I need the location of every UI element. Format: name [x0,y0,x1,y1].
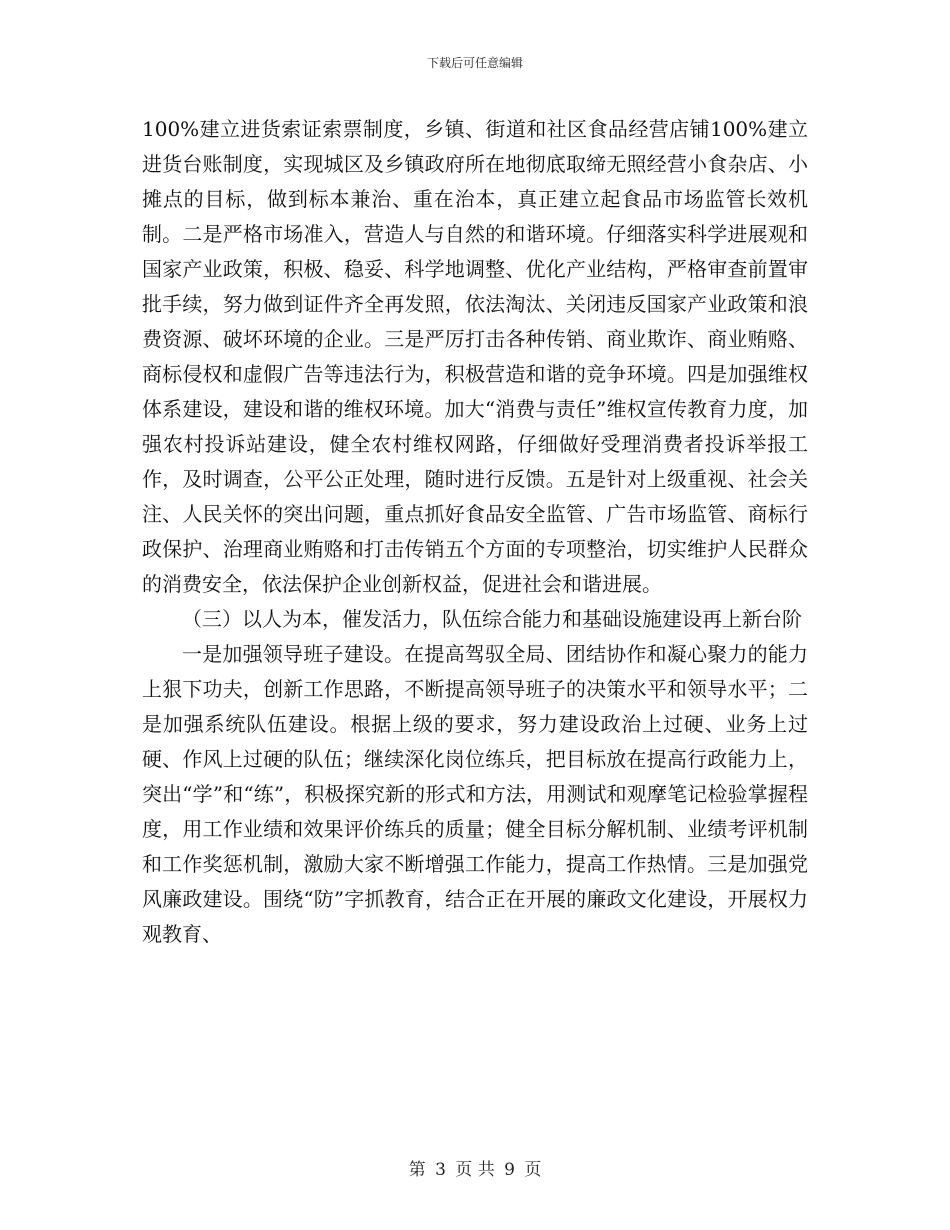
body-paragraph-1: 100%建立进货索证索票制度，乡镇、街道和社区食品经营店铺100%建立进货台账制度，实现城区及乡镇政府所在地彻底取缔无照经营小食杂店、小摊点的目标，做到标本兼治、重在治本，真正建立起食品市场监管长效机制。二是严格市场准入，营造人与自然的和谐环境。仔细落实科学进展观和国家产业政策，积极、稳妥、科学地调整、优化产业结构，严格审查前置审批手续，努力做到证件齐全再发照，依法淘汰、关闭违反国家产业政策和浪费资源、破坏环境的企业。三是严厉打击各种传销、商业欺诈、商业贿赂、商标侵权和虚假广告等违法行为，积极营造和谐的竞争环境。四是加强维权体系建设，建设和谐的维权环境。加大“消费与责任”维权宣传教育力度，加强农村投诉站建设，健全农村维权网路，仔细做好受理消费者投诉举报工作，及时调查，公平公正处理，随时进行反馈。五是针对上级重视、社会关注、人民关怀的突出问题，重点抓好食品安全监管、广告市场监管、商标行政保护、治理商业贿赂和打击传销五个方面的专项整治，切实维护人民群众的消费安全，依法保护企业创新权益，促进社会和谐进展。 [142,117,808,596]
page-number-total: 9 [504,1160,515,1180]
page-number [0,1155,950,1180]
page-number-prefix: 第 [408,1160,426,1180]
page-number-suffix: 页 [524,1160,542,1180]
body-paragraph-2: 一是加强领导班子建设。在提高驾驭全局、团结协作和凝心聚力的能力上狠下功夫，创新工作思路，不断提高领导班子的决策水平和领导水平；二是加强系统队伍建设。根据上级的要求，努力建设政治上过硬、业务上过硬、作风上过硬的队伍；继续深化岗位练兵，把目标放在提高行政能力上，突出“学”和“练”，积极探究新的形式和方法，用测试和观摩笔记检验掌握程度，用工作业绩和效果评价练兵的质量；健全目标分解机制、业绩考评机制和工作奖惩机制，激励大家不断增强工作能力，提高工作热情。三是加强党风廉政建设。围绕“防”字抓教育，结合正在开展的廉政文化建设，开展权力观教育、 [142,642,808,946]
section-heading: （三）以人为本，催发活力，队伍综合能力和基础设施建设再上新台阶 [182,607,802,631]
page-number-current: 3 [435,1160,446,1180]
page-number-middle: 页 共 [455,1160,495,1180]
page-header: 下载后可任意编辑 [426,56,523,70]
document-body [142,112,808,952]
